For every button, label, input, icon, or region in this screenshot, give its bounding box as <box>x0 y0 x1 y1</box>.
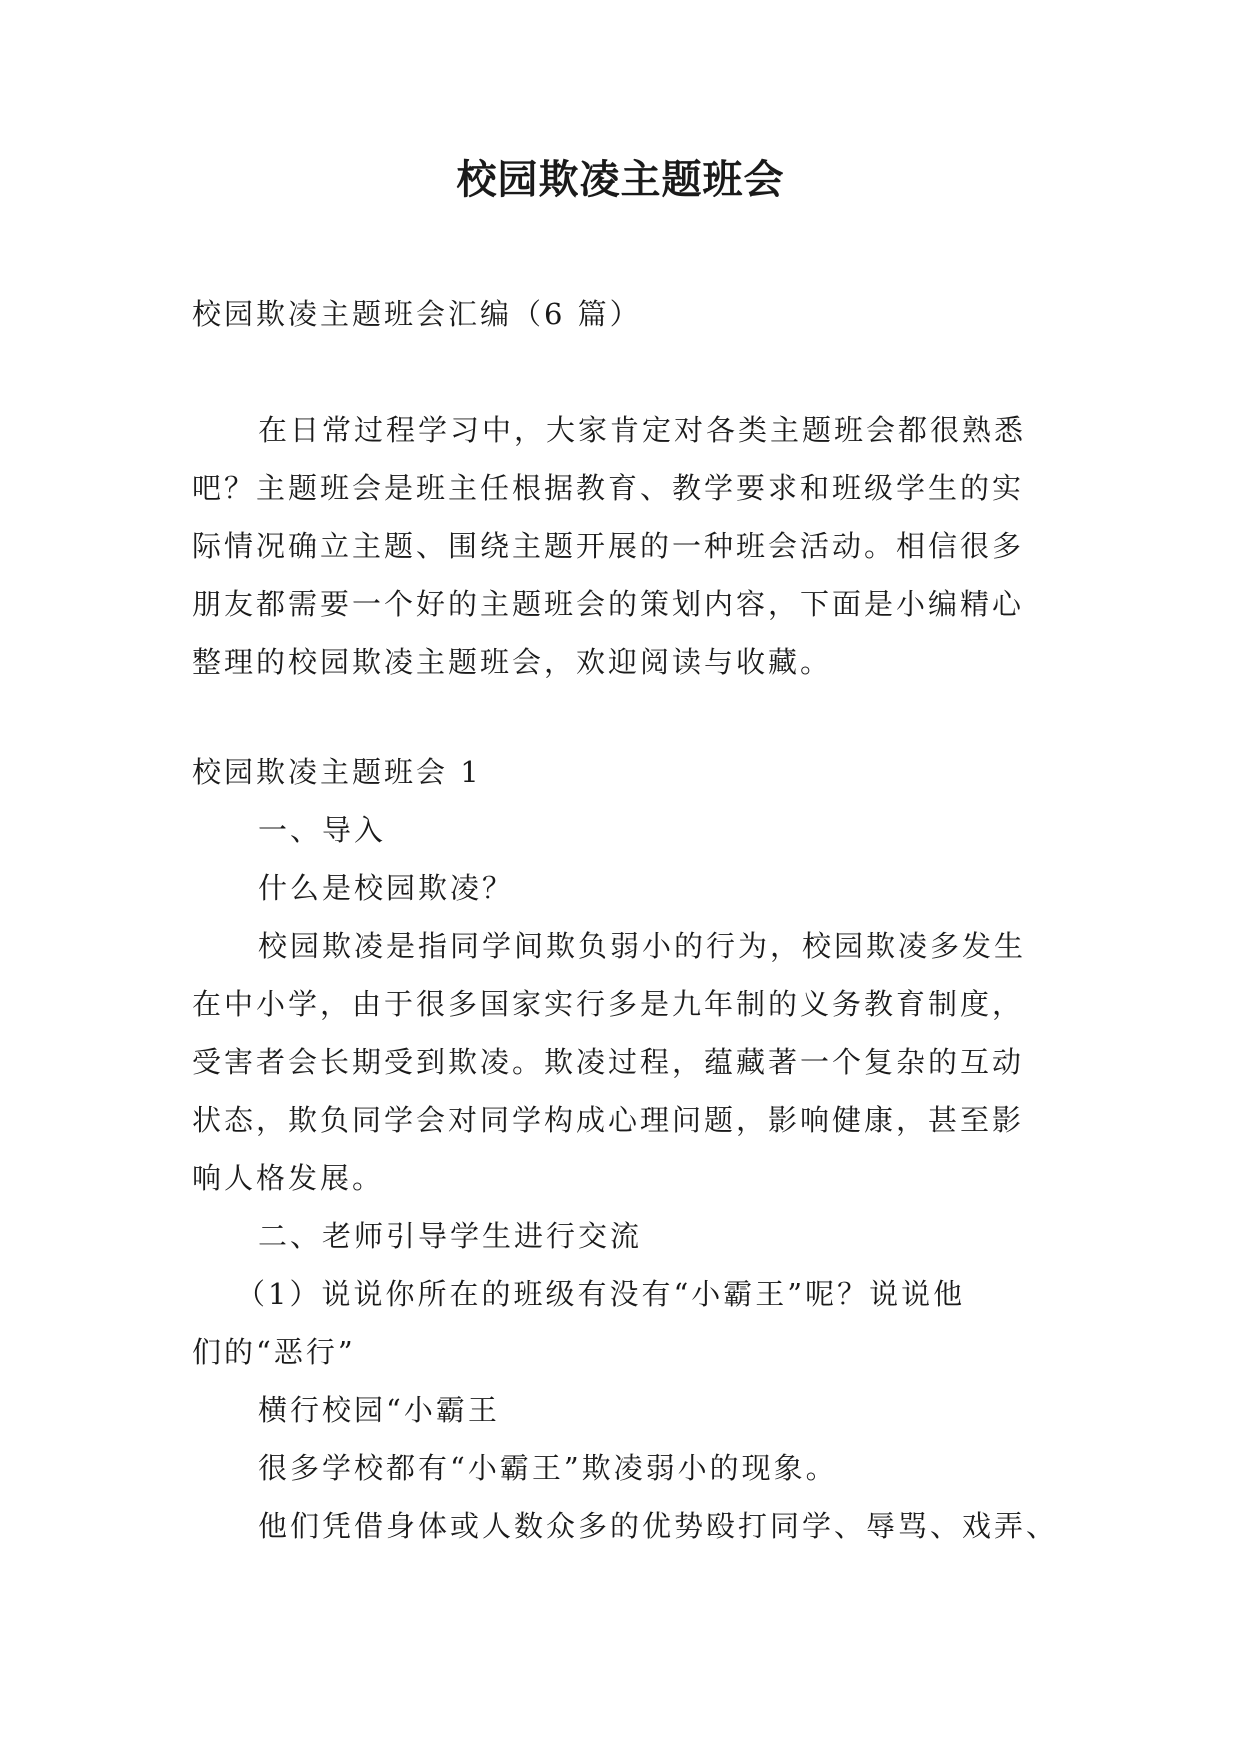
paragraph-line: 际情况确立主题、围绕主题开展的一种班会活动。相信很多 <box>192 529 1025 563</box>
paragraph-line: 很多学校都有“小霸王”欺凌弱小的现象。 <box>258 1451 838 1485</box>
paragraph-line: 在中小学，由于很多国家实行多是九年制的义务教育制度， <box>192 987 1025 1021</box>
paragraph-line: 吧？主题班会是班主任根据教育、教学要求和班级学生的实 <box>192 471 1025 505</box>
paragraph-line: 状态，欺负同学会对同学构成心理问题，影响健康，甚至影 <box>192 1103 1025 1137</box>
intro-paragraph <box>192 401 1052 691</box>
question-paragraph <box>192 1265 1052 1381</box>
document-body <box>192 285 1059 1555</box>
subsection-heading: 一、导入 <box>258 813 387 847</box>
page-title: 校园欺凌主题班会 <box>456 156 785 203</box>
paragraph-line: 们的“恶行” <box>192 1335 356 1369</box>
paragraph-line: 什么是校园欺凌？ <box>258 871 515 905</box>
subsection-heading: 二、老师引导学生进行交流 <box>258 1219 643 1253</box>
paragraph-line: 在日常过程学习中，大家肯定对各类主题班会都很熟悉 <box>258 413 1027 447</box>
paragraph-line: 受害者会长期受到欺凌。欺凌过程，蕴藏著一个复杂的互动 <box>192 1045 1025 1079</box>
paragraph-line: 校园欺凌是指同学间欺负弱小的行为，校园欺凌多发生 <box>258 929 1027 963</box>
paragraph-line: 他们凭借身体或人数众多的优势殴打同学、辱骂、戏弄、 <box>258 1509 1059 1543</box>
section-heading: 校园欺凌主题班会 1 <box>192 755 482 789</box>
paragraph-line: 朋友都需要一个好的主题班会的策划内容，下面是小编精心 <box>192 587 1025 621</box>
definition-paragraph <box>192 917 1052 1207</box>
paragraph-line: 响人格发展。 <box>192 1161 385 1195</box>
paragraph-line: 整理的校园欺凌主题班会，欢迎阅读与收藏。 <box>192 645 833 679</box>
document-subtitle: 校园欺凌主题班会汇编（6 篇） <box>192 297 642 331</box>
paragraph-line: 横行校园“小霸王 <box>258 1393 500 1427</box>
paragraph-line: （1）说说你所在的班级有没有“小霸王”呢？说说他 <box>236 1277 966 1311</box>
